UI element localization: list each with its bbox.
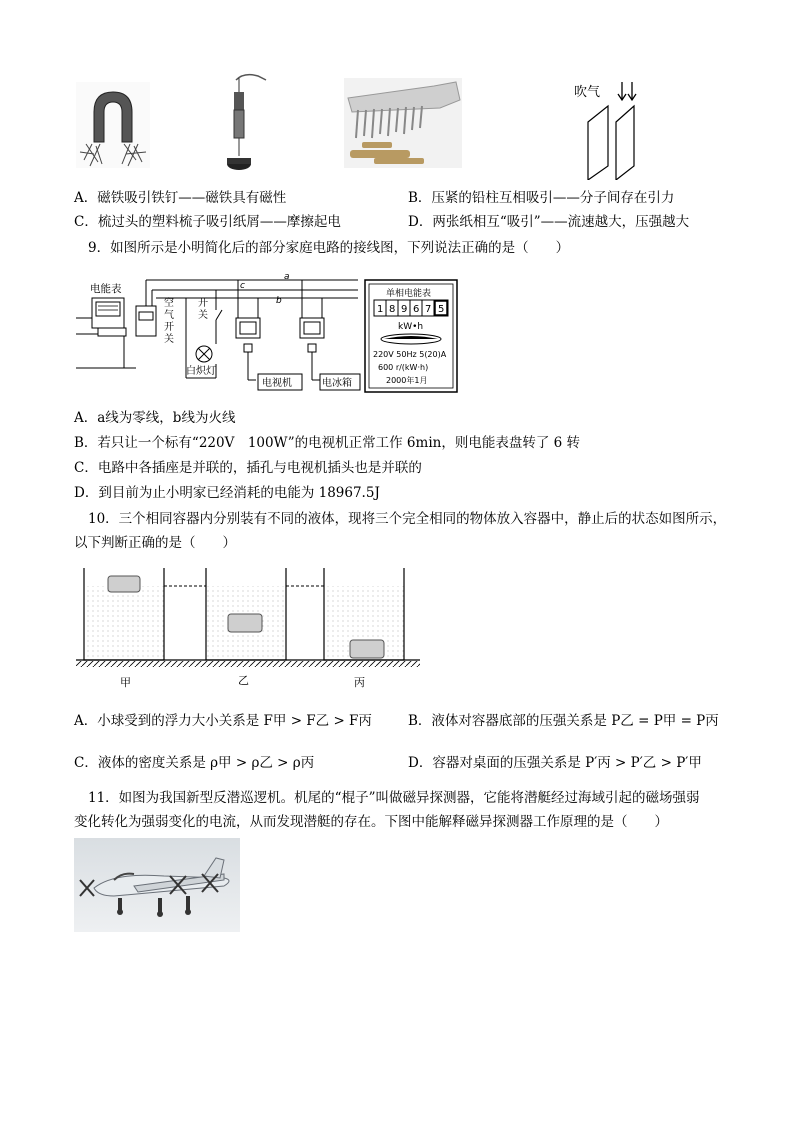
energy-meter-panel	[364, 279, 458, 393]
q10-stem-line1: 10．三个相同容器内分别装有不同的液体，现将三个完全相同的物体放入容器中，静止后的状态如图所示，	[88, 511, 727, 527]
tv-label: 电视机	[262, 378, 292, 389]
household-circuit-diagram	[76, 268, 362, 396]
q11-stem-line1: 11．如图为我国新型反潜巡逻机。机尾的“棍子”叫做磁异探测器，它能将潜艇经过海域引起的磁场强弱	[88, 790, 700, 806]
q10-option-a[interactable]: A．小球受到的浮力大小关系是 F甲 > F乙 > F丙	[74, 713, 372, 729]
meter-digit-4: 6	[413, 304, 420, 315]
container-label-yi: 乙	[238, 674, 249, 687]
switch-label-1: 开	[198, 298, 208, 309]
lead-cylinders-image	[222, 70, 272, 176]
breaker-label-4: 关	[164, 334, 174, 345]
meter-digit-1: 1	[377, 304, 384, 315]
magnet-nails-image	[76, 82, 150, 168]
q9-option-a[interactable]: A．a线为零线，b线为火线	[74, 410, 236, 426]
q10-option-b[interactable]: B．液体对容器底部的压强关系是 P乙 = P甲 = P丙	[408, 713, 719, 729]
blow-label: 吹气	[574, 85, 601, 100]
wire-b-label: b	[276, 296, 282, 306]
meter-digit-3: 9	[401, 304, 408, 315]
meter-label: 电能表	[90, 283, 122, 295]
q10-option-d[interactable]: D．容器对桌面的压强关系是 P′丙 > P′乙 > P′甲	[408, 755, 702, 771]
q11-stem-line2: 变化转化为强弱变化的电流，从而发现潜艇的存在。下图中能解释磁异探测器工作原理的是（ ）	[74, 814, 668, 830]
paper-blow-diagram	[570, 76, 650, 180]
breaker-label-2: 气	[164, 310, 174, 321]
container-label-jia: 甲	[120, 676, 131, 689]
q8-option-c[interactable]: C．梳过头的塑料梳子吸引纸屑——摩擦起电	[74, 214, 341, 230]
container-label-bing: 丙	[354, 676, 365, 689]
switch-label-2: 关	[198, 310, 208, 321]
comb-paper-image	[344, 78, 462, 168]
wire-c-label: c	[240, 281, 245, 291]
q9-option-c[interactable]: C．电路中各插座是并联的，插孔与电视机插头也是并联的	[74, 460, 422, 476]
q10-option-c[interactable]: C．液体的密度关系是 ρ甲 > ρ乙 > ρ丙	[74, 755, 315, 771]
q9-option-d[interactable]: D．到目前为止小明家已经消耗的电能为 18967.5J	[74, 485, 380, 501]
meter-unit: kW•h	[398, 322, 424, 332]
breaker-label-3: 开	[164, 322, 174, 333]
meter-year: 2000年1月	[386, 376, 428, 385]
breaker-label-1: 空	[164, 298, 174, 309]
q10-stem-line2: 以下判断正确的是（ ）	[74, 535, 236, 551]
meter-rev: 600 r/(kW·h)	[378, 363, 429, 372]
wire-a-label: a	[284, 272, 290, 282]
q9-option-b[interactable]: B．若只让一个标有“220V 100W”的电视机正常工作 6min，则电能表盘转了 6 转	[74, 435, 580, 451]
q8-option-d[interactable]: D．两张纸相互“吸引”——流速越大，压强越大	[408, 214, 690, 230]
lamp-label: 白炽灯	[186, 366, 216, 377]
meter-digit-5: 7	[425, 304, 432, 315]
meter-digit-2: 8	[389, 304, 396, 315]
fridge-label: 电冰箱	[322, 378, 352, 389]
meter-panel-title: 单相电能表	[386, 289, 432, 299]
three-containers-diagram	[76, 564, 420, 692]
patrol-aircraft-photo	[74, 838, 240, 932]
q9-stem: 9．如图所示是小明简化后的部分家庭电路的接线图，下列说法正确的是（ ）	[88, 240, 570, 256]
meter-spec: 220V 50Hz 5(20)A	[373, 350, 447, 359]
q8-option-a[interactable]: A．磁铁吸引铁钉——磁铁具有磁性	[74, 190, 287, 206]
q8-option-b[interactable]: B．压紧的铅柱互相吸引——分子间存在引力	[408, 190, 675, 206]
meter-digit-6: 5	[438, 304, 445, 315]
